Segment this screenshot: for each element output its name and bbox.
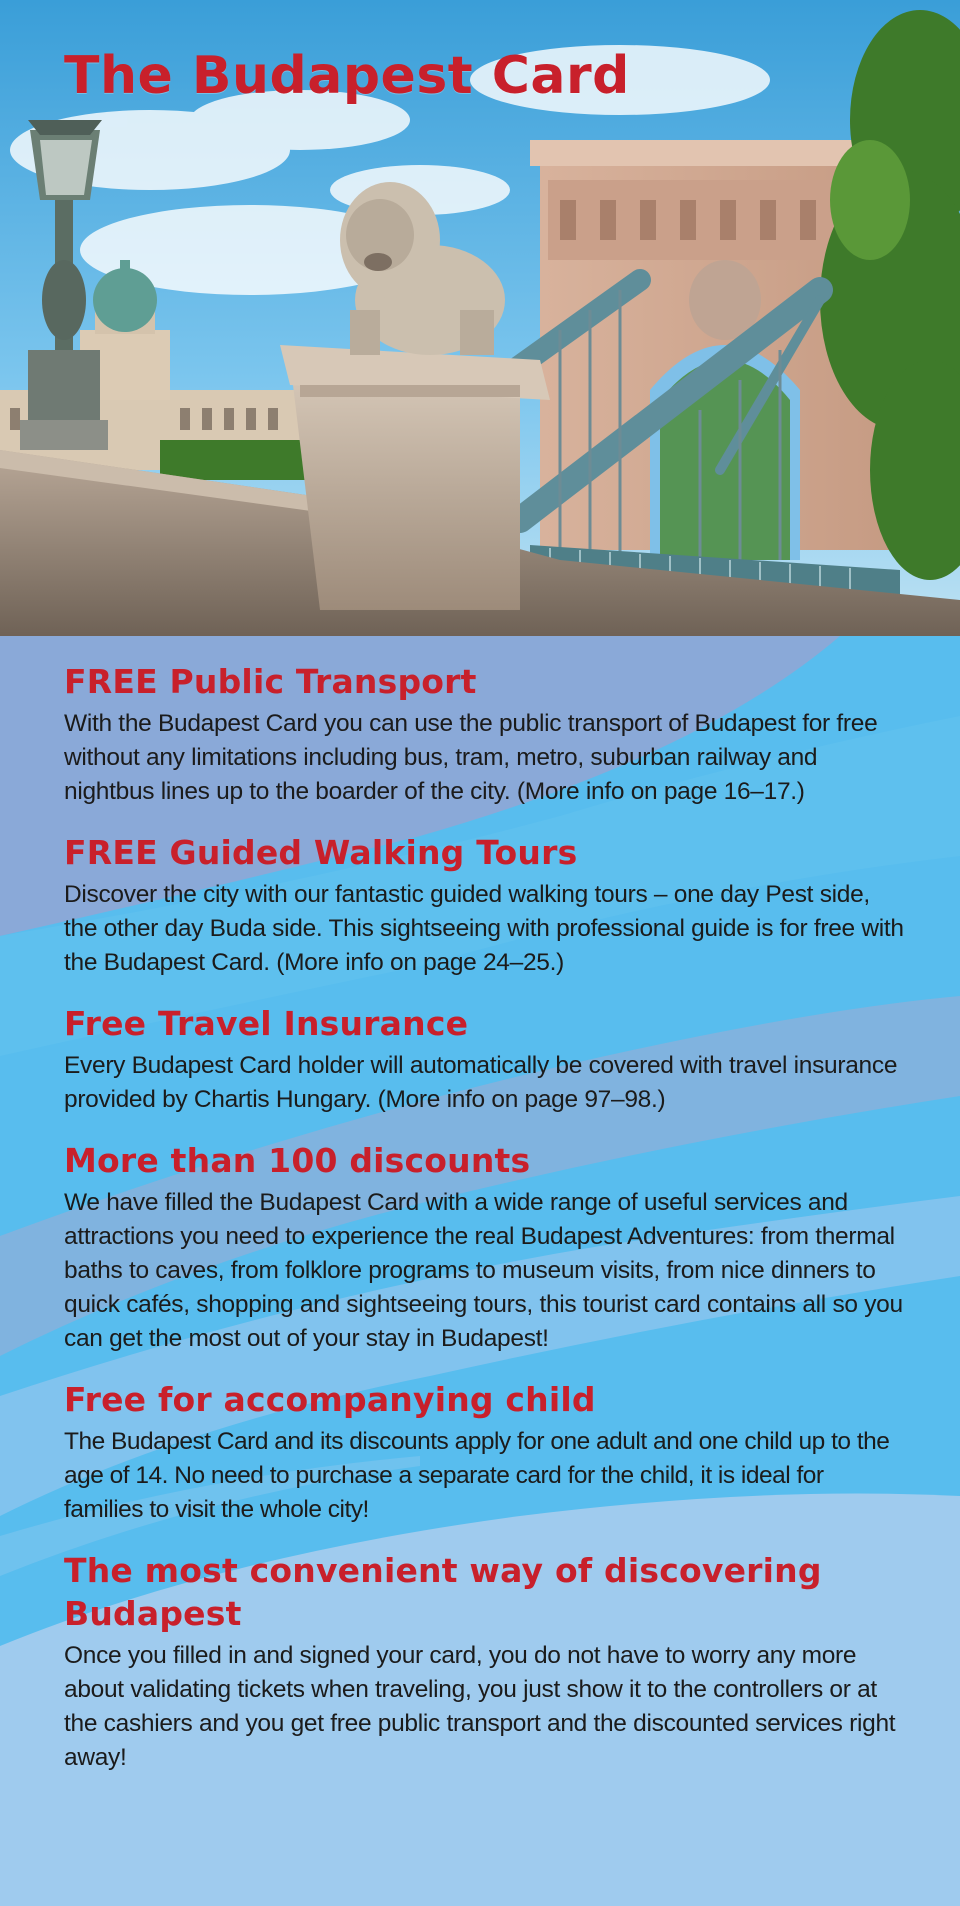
page-title: The Budapest Card: [64, 46, 630, 106]
content-section: [0, 636, 960, 1906]
section-text: Every Budapest Card holder will automatically be covered with travel insurance provided by Chartis Hungary. (More info on page 97–98.): [64, 1052, 898, 1113]
section-text: We have filled the Budapest Card with a wide range of useful services and attractions you need to experience the real Budapest Adventures: from thermal baths to caves, from folklore programs to museum visits, from nice dinners to quick cafés, shopping and sightseeing tours, this tourist card contains all so you can get the most out of your stay in Budapest!: [64, 1189, 903, 1352]
section-text: With the Budapest Card you can use the public transport of Budapest for free without any limitations including bus, tram, metro, suburban railway and nightbus lines up to the boarder of the city. (More info on page 16–17.): [64, 710, 878, 805]
section-heading: FREE Guided Walking Tours: [64, 833, 578, 872]
section-heading: Free for accompanying child: [64, 1380, 596, 1419]
section-text: Once you filled in and signed your card, you do not have to worry any more about validating tickets when traveling, you just show it to the controllers or at the cashiers and you get free public transport and the discounted services right away!: [64, 1642, 896, 1771]
section-walking-tours: [64, 831, 904, 980]
section-text: The Budapest Card and its discounts apply for one adult and one child up to the age of 14. No need to purchase a separate card for the child, it is ideal for families to visit the whole city!: [64, 1428, 890, 1523]
section-heading: More than 100 discounts: [64, 1141, 531, 1180]
feature-list: [64, 660, 904, 1797]
section-accompanying-child: [64, 1378, 904, 1527]
section-heading: The most convenient way of discovering Budapest: [64, 1551, 822, 1633]
section-discounts: [64, 1139, 904, 1356]
section-public-transport: [64, 660, 904, 809]
hero-section: [0, 0, 960, 636]
lion-pedestal: [280, 345, 550, 610]
section-heading: Free Travel Insurance: [64, 1004, 469, 1043]
section-travel-insurance: [64, 1002, 904, 1117]
section-heading: FREE Public Transport: [64, 662, 477, 701]
section-text: Discover the city with our fantastic guided walking tours – one day Pest side, the other day Buda side. This sightseeing with professional guide is for free with the Budapest Card. (More info on page 24–25.): [64, 881, 904, 976]
section-convenient-way: [64, 1549, 904, 1775]
